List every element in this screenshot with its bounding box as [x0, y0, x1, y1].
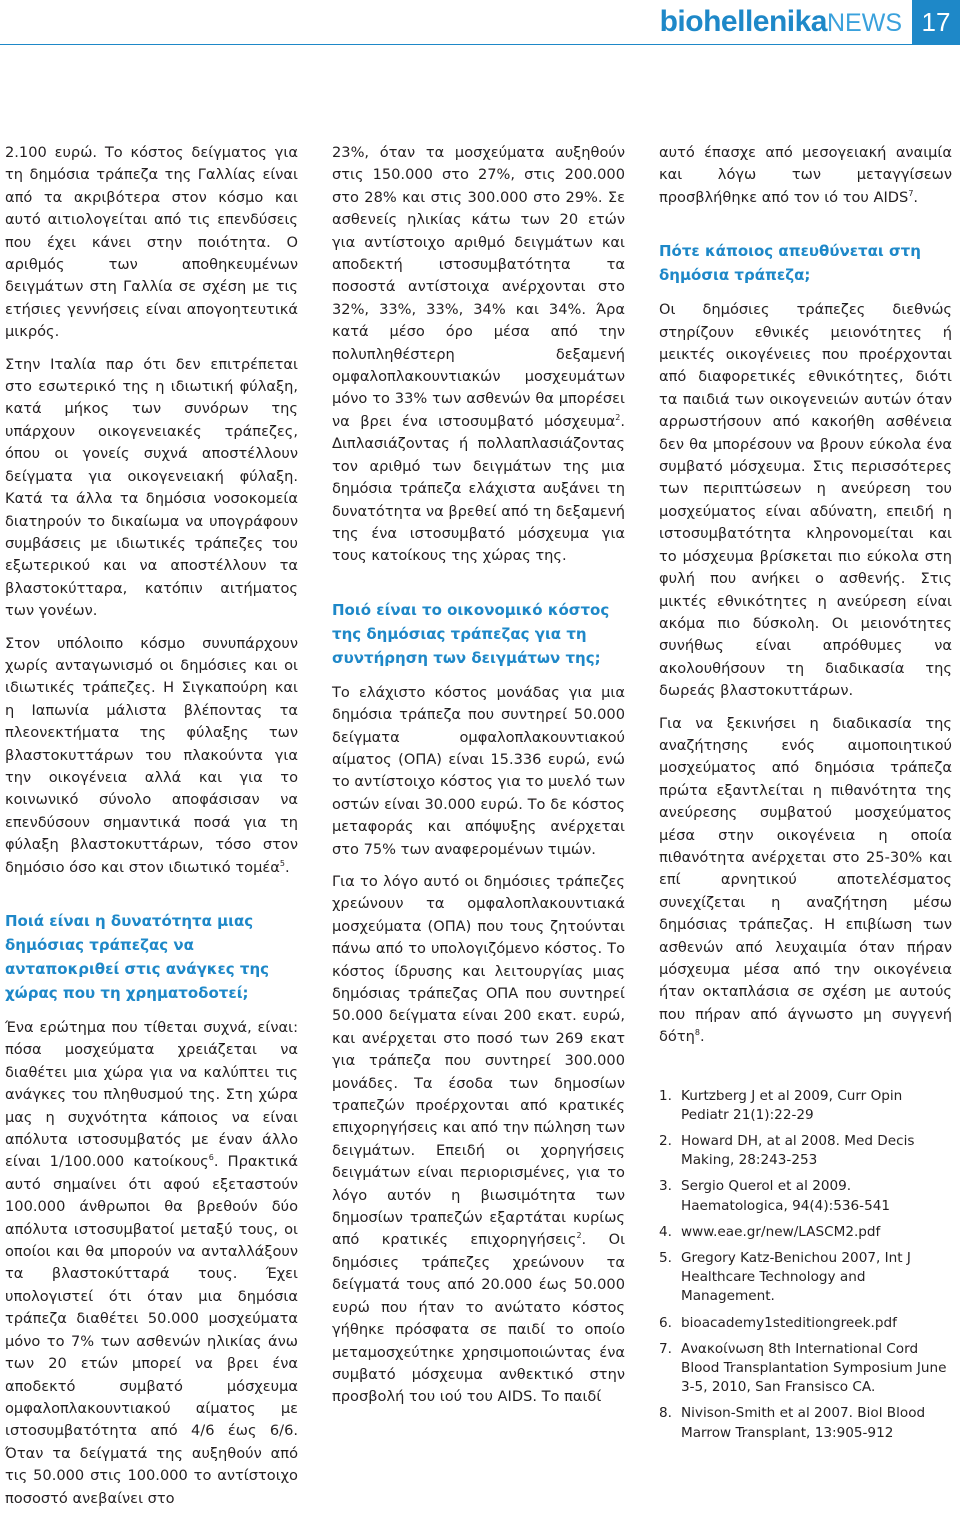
- paragraph-text: Για να ξεκινήσει η διαδικασία της αναζήτησης ενός αιμοποιητικού μοσχεύματος από δημόσια τράπεζα πρώτα εξαντλείται η πιθανότητα της ανεύρεσης συμβατού μοσχεύματος μέσα στην οικογένεια η οποία πιθανότητα ανέρχεται στο 25-30% και επί αρνητικού αποτελέσματος συνεχίζεται η αναζήτηση μέσω δημόσιας τράπεζας. Η επιβίωση των ασθενών από λευχαιμία όταν πήραν μόσχευμα μέσα από την οικογένεια ήταν οκταπλάσια σε σχέση με αυτούς που πήραν από άγνωστο μη συγγενή δότη: [659, 714, 952, 1046]
- page-number: 17: [912, 0, 960, 44]
- reference-text: www.eae.gr/new/LASCM2.pdf: [681, 1223, 881, 1240]
- paragraph-end: .: [700, 1028, 705, 1046]
- reference-text: Howard DH, at al 2008. Med Decis Making, 28:243-253: [681, 1133, 915, 1169]
- footnote-ref: 6: [208, 1153, 214, 1163]
- paragraph: [659, 142, 952, 209]
- reference-number: 5.: [659, 1250, 672, 1267]
- reference-item: [659, 1249, 952, 1307]
- paragraph-text: 23%, όταν τα μοσχεύματα αυξηθούν στις 150.000 στο 27%, στις 200.000 στο 28% και στις 300.000 στο 29%. Σε ασθενείς ηλικίας κάτω των 20 ετών για αντίστοιχο αριθμό δειγμάτων και αποδεκτή ιστοσυμβατότητα τα ποσοστά αντίστοιχα ανέρχονται στο 32%, 33%, 33%, 34% και 34%. Άρα κατά μέσο όρο μέσα από την πολυπληθέστερη δεξαμενή ομφαλοπλακουντιακών μοσχευμάτων μόνο το 33% των ασθενών θα μπορέσει να βρει ένα ιστοσυμβατό μόσχευμα: [332, 144, 625, 430]
- footnote-ref: 2: [576, 1231, 582, 1241]
- paragraph: Το ελάχιστο κόστος μονάδας για μια δημόσια τράπεζα που συντηρεί 50.000 δείγματα ομφαλοπλακουντιακού αίματος (ΟΠΑ) είναι 15.336 ευρώ, ενώ το αντίστοιχο κόστος για το μυελό των οστών είναι 30.000 ευρώ. Το δε κόστος μεταφοράς και απόψυξης ανέρχεται στο 75% των αναφερομένων τιμών.: [332, 683, 625, 858]
- paragraph: [332, 871, 625, 1409]
- footnote-ref: 5: [279, 858, 285, 868]
- paragraph-text: Για το λόγο αυτό οι δημόσιες τράπεζες χρεώνουν τα ομφαλοπλακουντιακά μοσχεύματα (ΟΠΑ) που τους ζητούνται πάνω από το υπολογιζόμενο κόστος. Το κόστος ίδρυσης και λειτουργίας μιας δημόσιας τράπεζας ΟΠΑ που συντηρεί 50.000 δείγματα είναι 200 εκατ. ευρώ, και ανέρχεται στο ποσό των 269 εκατ για τράπεζα που συντηρεί 300.000 μονάδες. Τα έσοδα των δημοσίων τραπεζών προέρχονται από κρατικές επιχορηγήσεις και από την πώληση των δειγμάτων. Επειδή οι χορηγήσεις δειγμάτων είναι περιορισμένες, για το λόγο αυτόν η βιωσιμότητα των δημοσίων τραπεζών εξαρτάται κυρίως από κρατικές επιχορηγήσεις: [332, 872, 625, 1249]
- reference-number: 4.: [659, 1223, 672, 1240]
- column-3: [659, 142, 952, 1450]
- paragraph: [332, 142, 625, 568]
- reference-text: Sergio Querol et al 2009. Haematologica, 94(4):536-541: [681, 1178, 891, 1214]
- reference-number: 2.: [659, 1133, 672, 1150]
- header-rule: [0, 44, 960, 45]
- paragraph: [5, 633, 298, 879]
- reference-item: [659, 1340, 952, 1398]
- section-heading: Πότε κάποιος απευθύνεται στη δημόσια τράπεζα;: [659, 242, 921, 285]
- paragraph: Οι δημόσιες τράπεζες διεθνώς στηρίζουν εθνικές μειονότητες ή μεικτές οικογένειες που προέρχονται από διαφορετικές εθνικότητες, διότι τα παιδιά των οικογενειών αυτών όταν αρρωστήσουν από κακοήθη ασθένεια δεν θα μπορέσουν να βρουν εύκολα ένα συμβατό μόσχευμα. Στις περισσότερες των περιπτώσεων η ανεύρεση του μοσχεύματος είναι αδύνατη, επειδή η ιστοσυμβατότητα κληρονομείται και το μόσχευμα βρίσκεται πιο εύκολα στη φυλή που ανήκει ο ασθενής. Στις μικτές εθνικότητες η ανεύρεση είναι ακόμα πιο δύσκολη. Οι μειονότητες συνήθως είναι απρόθυμες να ακολουθήσουν τη διαδικασία της δωρεάς βλαστοκυττάρων.: [659, 301, 952, 700]
- footnote-ref: 8: [694, 1028, 700, 1038]
- reference-item: [659, 1314, 952, 1333]
- reference-item: [659, 1132, 952, 1170]
- paragraph-text: Ένα ερώτημα που τίθεται συχνά, είναι: πόσα μοσχεύματα χρειάζεται να διαθέτει μια χώρα για να καλύπτει τις ανάγκες του πληθυσμού της. Στη χώρα μας η συχνότητα κάποιος να είναι απόλυτα ιστοσυμβατός με έναν άλλο είναι 1/100.000 κατοίκους: [5, 1019, 298, 1171]
- masthead: [660, 0, 960, 44]
- paragraph-text: . Διπλασιάζοντας ή πολλαπλασιάζοντας τον αριθμό των δειγμάτων της μια δημόσια τράπεζα ελάχιστα αυξάνει τη δυνατότητα να βρεθεί από τη δεξαμενή της ένα ιστοσυμβατό μόσχευμα για τους κατοίκους της χώρας της.: [332, 412, 626, 565]
- reference-item: [659, 1177, 952, 1215]
- references-list: [659, 1087, 952, 1443]
- paragraph-text: . Πρακτικά αυτό σημαίνει ότι αφού εξεταστούν 100.000 άνθρωποι θα βρεθούν δύο απόλυτα ιστοσυμβατοί μεταξύ τους, οι οποίοι και θα μπορούν να ανταλλάξουν τα βλαστοκύτταρά τους. Έχει υπολογιστεί ότι όταν μια δημόσια τράπεζα διαθέτει 50.000 μοσχεύματα μόνο το 7% των ασθενών ηλικίας άνω των 20 ετών μπορεί να βρει ένα αποδεκτό συμβατό μόσχευμα ομφαλοπλακουντιακού αίματος με ιστοσυμβατότητα από 4/6 έως 6/6. Όταν τα δείγματά της αυξηθούν από τις 50.000 στις 100.000 το αντίστοιχο ποσοστό ανεβαίνει στο: [5, 1153, 299, 1507]
- reference-number: 3.: [659, 1178, 672, 1195]
- footnote-ref: 2: [615, 413, 621, 423]
- paragraph-text: Στον υπόλοιπο κόσμο συνυπάρχουν χωρίς ανταγωνισμό οι δημόσιες και οι ιδιωτικές τράπεζες. Η Σιγκαπούρη και η Ιαπωνία μάλιστα βλέποντας τα πλεονεκτήματα της φύλαξης των βλαστοκυττάρων του πλακούντα για την οικογένεια αλλά και για το κοινωνικό σύνολο αποφάσισαν να επενδύσουν σημαντικά ποσά για τη φύλαξη βλαστοκυττάρων, τόσο στον δημόσιο όσο και στον ιδιωτικό τομέα: [5, 634, 298, 876]
- paragraph: Στην Ιταλία παρ ότι δεν επιτρέπεται στο εσωτερικό της η ιδιωτική φύλαξη, κατά μήκος των συνόρων της υπάρχουν οικογενειακές τράπεζες, όπου οι γονείς συχνά αποστέλλουν δείγματα για οικογενειακή φύλαξη. Κατά τα άλλα τα δημόσια νοσοκομεία διατηρούν το δικαίωμα να υπογράφουν συμβάσεις με ιδιωτικές τράπεζες του εξωτερικού και να αποστέλλουν τα βλαστοκύτταρα, κατόπιν αιτήματος των γονέων.: [5, 355, 298, 620]
- reference-item: [659, 1087, 952, 1125]
- reference-number: 1.: [659, 1087, 672, 1104]
- paragraph-end: .: [913, 188, 919, 206]
- reference-number: 6.: [659, 1314, 672, 1331]
- reference-text: Nivison-Smith et al 2007. Biol Blood Marrow Transplant, 13:905-912: [681, 1405, 926, 1441]
- paragraph: [5, 1017, 298, 1510]
- section-heading: Ποιό είναι το οικονομικό κόστος της δημόσιας τράπεζας για τη συντήρηση των δειγμάτων της;: [332, 600, 610, 667]
- footnote-ref: 7: [908, 188, 914, 198]
- reference-text: Gregory Katz-Benichou 2007, Int J Healthcare Technology and Management.: [681, 1250, 911, 1305]
- reference-text: Kurtzberg J et al 2009, Curr Opin Pediatr 21(1):22-29: [681, 1087, 903, 1123]
- paragraph: 2.100 ευρώ. Το κόστος δείγματος για τη δημόσια τράπεζα της Γαλλίας είναι από τα ακριβότερα στον κόσμο και αυτό αιτιολογείται από τις επενδύσεις που έχει κάνει στην ποιότητα. Ο αριθμός των αποθηκευμένων δειγμάτων στη Γαλλία σε σχέση με τις ετήσιες γεννήσεις είναι απογοητευτικά μικρός.: [5, 144, 298, 341]
- reference-item: [659, 1404, 952, 1442]
- reference-item: [659, 1223, 952, 1242]
- section-heading: Ποιά είναι η δυνατότητα μιας δημόσιας τράπεζας να ανταποκριθεί στις ανάγκες της χώρας που τη χρηματοδοτεί;: [5, 912, 270, 1002]
- reference-text: Ανακοίνωση 8th International Cord Blood Transplantation Symposium June 3-5, 2010, San Fransisco CA.: [681, 1340, 947, 1396]
- brand-logo: [660, 5, 902, 39]
- brand-news: NEWS: [827, 9, 902, 37]
- reference-number: 7.: [659, 1340, 672, 1357]
- column-1: [5, 142, 298, 1520]
- reference-number: 8.: [659, 1405, 672, 1422]
- paragraph-text: αυτό έπασχε από μεσογειακή αναιμία και λόγω των μεταγγίσεων προσβλήθηκε από τον ιό του AIDS: [659, 144, 952, 206]
- brand-main: biohellenika: [659, 5, 827, 38]
- paragraph: [659, 713, 952, 1049]
- column-2: [332, 142, 625, 1419]
- paragraph-end: .: [284, 858, 290, 876]
- paragraph-text: . Οι δημόσιες τράπεζες χρεώνουν τα δείγματά τους από 20.000 έως 50.000 ευρώ που ήταν το ανώτατο κόστος γήθηκε πρόσφατα σε παιδί το οποίο μεταμοσχεύτηκε χρησιμοποιώντας ένα συμβατό μόσχευμα ανθεκτικό στην προσβολή του ιού του AIDS. Το παιδί: [332, 1231, 626, 1406]
- reference-text: bioacademy1steditiongreek.pdf: [681, 1314, 897, 1331]
